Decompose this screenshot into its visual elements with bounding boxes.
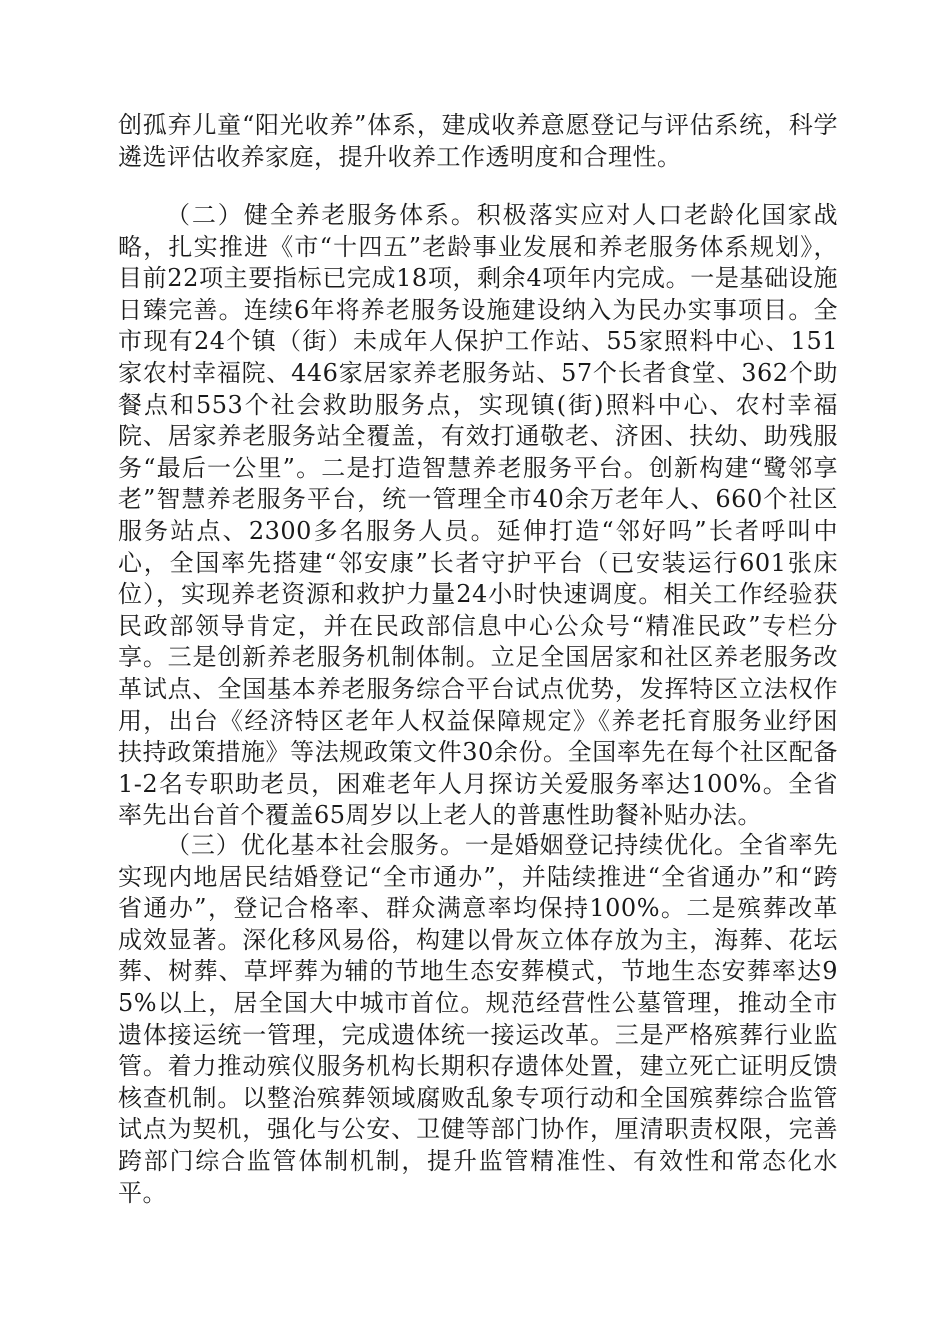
paragraph-continuation: 创孤弃儿童“阳光收养”体系，建成收养意愿登记与评估系统，科学遴选评估收养家庭，提升收养工作透明度和合理性。 [118, 111, 838, 171]
paragraph-elderly-care: （二）健全养老服务体系。积极落实应对人口老龄化国家战略，扎实推进《市“十四五”老龄事业发展和养老服务体系规划》，目前22项主要指标已完成18项，剩余4项年内完成。一是基础设施日臻完善。连续6年将养老服务设施建设纳入为民办实事项目。全市现有24个镇（街）未成年人保护工作站、55家照料中心、151家农村幸福院、446家居家养老服务站、57个长者食堂、362个助餐点和553个社会救助服务点，实现镇(街)照料中心、农村幸福院、居家养老服务站全覆盖，有效打通敬老、济困、扶幼、助残服务“最后一公里”。二是打造智慧养老服务平台。创新构建“鹭邻享老”智慧养老服务平台，统一管理全市40余万老年人、660个社区服务站点、2300多名服务人员。延伸打造“邻好吗”长者呼叫中心，全国率先搭建“邻安康”长者守护平台（已安装运行601张床位），实现养老资源和救护力量24小时快速调度。相关工作经验获民政部领导肯定，并在民政部信息中心公众号“精准民政”专栏分享。三是创新养老服务机制体制。立足全国居家和社区养老服务改革试点、全国基本养老服务综合平台试点优势，发挥特区立法权作用，出台《经济特区老年人权益保障规定》《养老托育服务业纾困扶持政策措施》等法规政策文件30余份。全国率先在每个社区配备1-2名专职助老员，困难老年人月探访关爱服务率达100%。全省率先出台首个覆盖65周岁以上老人的普惠性助餐补贴办法。 [118, 201, 838, 830]
paragraph-social-services: （三）优化基本社会服务。一是婚姻登记持续优化。全省率先实现内地居民结婚登记“全市通办”，并陆续推进“全省通办”和“跨省通办”，登记合格率、群众满意率均保持100%。二是殡葬改革成效显著。深化移风易俗，构建以骨灰立体存放为主，海葬、花坛葬、树葬、草坪葬为辅的节地生态安葬模式，节地生态安葬率达95%以上，居全国大中城市首位。规范经营性公墓管理，推动全市遗体接运统一管理，完成遗体统一接运改革。三是严格殡葬行业监管。着力推动殡仪服务机构长期积存遗体处置，建立死亡证明反馈核查机制。以整治殡葬领域腐败乱象专项行动和全国殡葬综合监管试点为契机，强化与公安、卫健等部门协作，厘清职责权限，完善跨部门综合监管体制机制，提升监管精准性、有效性和常态化水平。 [118, 831, 838, 1207]
